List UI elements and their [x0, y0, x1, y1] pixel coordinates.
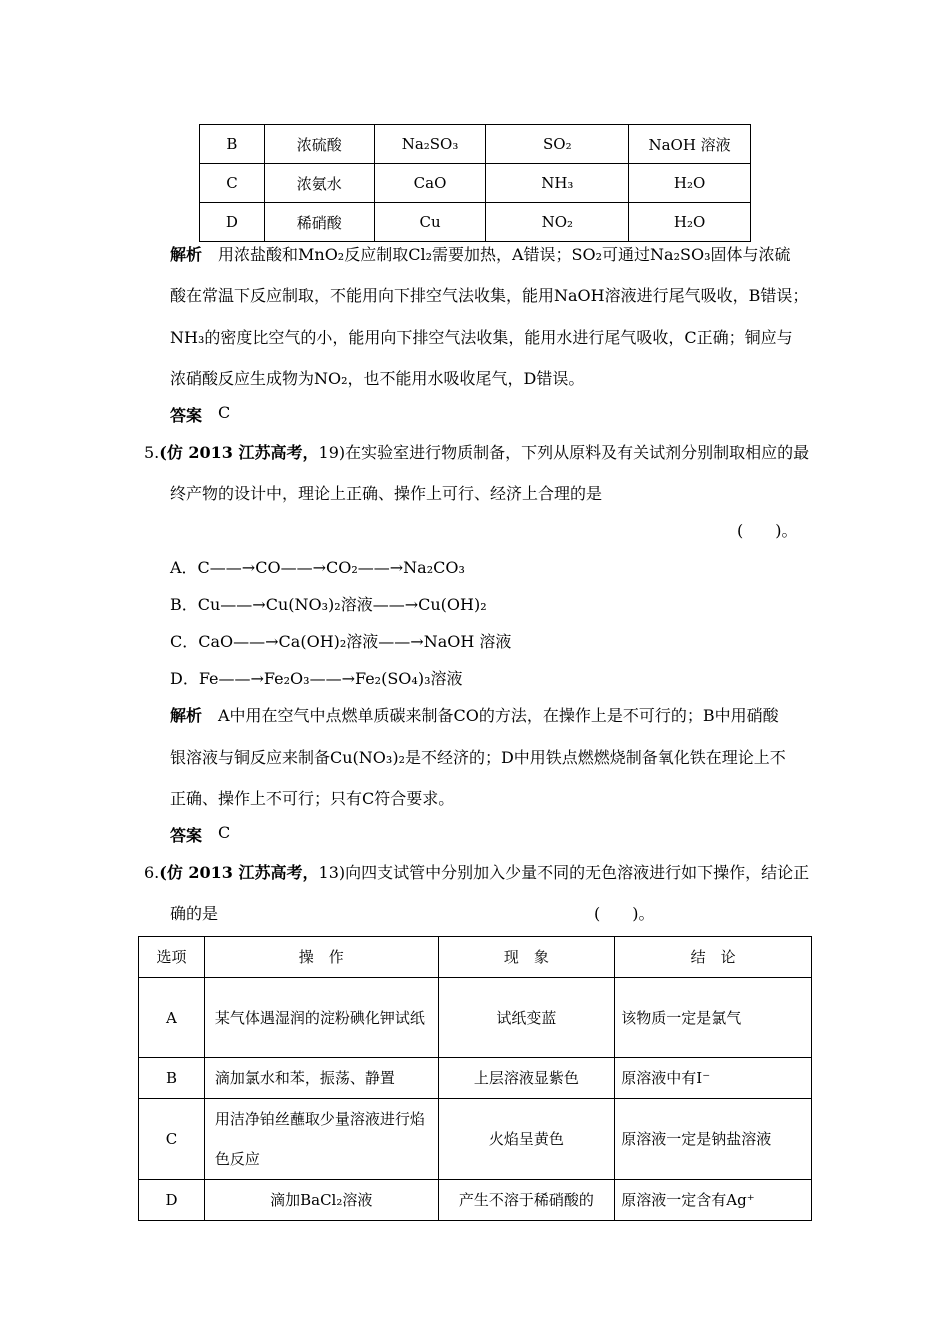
table-cell: 稀硝酸: [264, 203, 374, 242]
table-cell: CaO: [374, 164, 486, 203]
table-row: [200, 164, 751, 203]
table-row: [139, 1180, 812, 1221]
question-source: (仿 2013 江苏高考，: [159, 863, 319, 882]
header-conclusion: 结 论: [615, 937, 812, 978]
table-cell: D: [139, 1180, 205, 1221]
reagent-table: [199, 124, 751, 242]
question-text: 向四支试管中分别加入少量不同的无色溶液进行如下操作，结论正: [345, 863, 810, 882]
table-cell: 浓氨水: [264, 164, 374, 203]
answer-label: 答案: [170, 406, 203, 425]
answer-blank: ( )。: [737, 521, 798, 540]
question-text: 确的是: [170, 904, 219, 923]
table-cell: 原溶液中有I⁻: [615, 1058, 812, 1099]
table-cell: C: [200, 164, 265, 203]
table-header-row: [139, 937, 812, 978]
answer-blank: ( )。: [594, 904, 655, 923]
table-cell: D: [200, 203, 265, 242]
header-option: 选项: [139, 937, 205, 978]
table-row: [139, 1058, 812, 1099]
table-cell: NaOH 溶液: [629, 125, 751, 164]
table-row: [139, 978, 812, 1058]
experiment-table: [138, 936, 812, 1221]
question-stem: [144, 440, 809, 463]
question-source-num: 19): [318, 443, 346, 462]
table-cell: C: [139, 1099, 205, 1180]
table-cell: 火焰呈黄色: [438, 1099, 615, 1180]
analysis-label: 解析: [170, 245, 203, 264]
table-cell: Na₂SO₃: [374, 125, 486, 164]
header-phenomenon: 现 象: [438, 937, 615, 978]
question-source: (仿 2013 江苏高考，: [159, 443, 319, 462]
answer-value: C: [218, 823, 231, 842]
table-cell: Cu: [374, 203, 486, 242]
answer-label: 答案: [170, 826, 203, 845]
analysis-text: A中用在空气中点燃单质碳来制备CO的方法，在操作上是不可行的；B中用硝酸: [218, 706, 779, 725]
table-cell: H₂O: [629, 164, 751, 203]
analysis-text: 正确、操作上不可行；只有C符合要求。: [170, 789, 455, 808]
question-text: 终产物的设计中，理论上正确、操作上可行、经济上合理的是: [170, 484, 603, 503]
question-stem: [144, 860, 809, 883]
table-cell: 上层溶液显紫色: [438, 1058, 615, 1099]
answer-value: C: [218, 403, 231, 422]
analysis-text: 酸在常温下反应制取，不能用向下排空气法收集，能用NaOH溶液进行尾气吸收，B错误；: [170, 286, 809, 305]
analysis-label: 解析: [170, 706, 203, 725]
table-row: [200, 203, 751, 242]
table-cell: 试纸变蓝: [438, 978, 615, 1058]
question-source-num: 13): [318, 863, 346, 882]
question-text: 在实验室进行物质制备，下列从原料及有关试剂分别制取相应的最: [345, 443, 810, 462]
table-cell: 产生不溶于稀硝酸的: [438, 1180, 615, 1221]
table-cell: 原溶液一定是钠盐溶液: [615, 1099, 812, 1180]
option-a: A．C——→CO——→CO₂——→Na₂CO₃: [170, 558, 465, 577]
table-cell: A: [139, 978, 205, 1058]
table-cell: 滴加BaCl₂溶液: [204, 1180, 438, 1221]
table-cell: 用洁净铂丝蘸取少量溶液进行焰色反应: [204, 1099, 438, 1180]
option-d: D．Fe——→Fe₂O₃——→Fe₂(SO₄)₃溶液: [170, 669, 463, 688]
option-b: B．Cu——→Cu(NO₃)₂溶液——→Cu(OH)₂: [170, 595, 487, 614]
table-cell: B: [139, 1058, 205, 1099]
table-cell: SO₂: [486, 125, 629, 164]
table-row: [200, 125, 751, 164]
option-c: C．CaO——→Ca(OH)₂溶液——→NaOH 溶液: [170, 632, 512, 651]
table-cell: 原溶液一定含有Ag⁺: [615, 1180, 812, 1221]
analysis-text: 浓硝酸反应生成物为NO₂，也不能用水吸收尾气，D错误。: [170, 369, 585, 388]
table-cell: 某气体遇湿润的淀粉碘化钾试纸: [204, 978, 438, 1058]
question-number: 5.: [144, 443, 160, 462]
table-cell: NO₂: [486, 203, 629, 242]
table-cell: 该物质一定是氯气: [615, 978, 812, 1058]
table-cell: H₂O: [629, 203, 751, 242]
analysis-text: NH₃的密度比空气的小，能用向下排空气法收集，能用水进行尾气吸收，C正确；铜应与: [170, 328, 793, 347]
table-cell: 浓硫酸: [264, 125, 374, 164]
analysis-text: 用浓盐酸和MnO₂反应制取Cl₂需要加热，A错误；SO₂可通过Na₂SO₃固体与浓硫: [218, 245, 791, 264]
table-cell: NH₃: [486, 164, 629, 203]
analysis-text: 银溶液与铜反应来制备Cu(NO₃)₂是不经济的；D中用铁点燃燃烧制备氧化铁在理论上不: [170, 748, 786, 767]
table-cell: 滴加氯水和苯，振荡、静置: [204, 1058, 438, 1099]
table-row: [139, 1099, 812, 1180]
table-cell: B: [200, 125, 265, 164]
question-number: 6.: [144, 863, 160, 882]
header-operation: 操 作: [204, 937, 438, 978]
